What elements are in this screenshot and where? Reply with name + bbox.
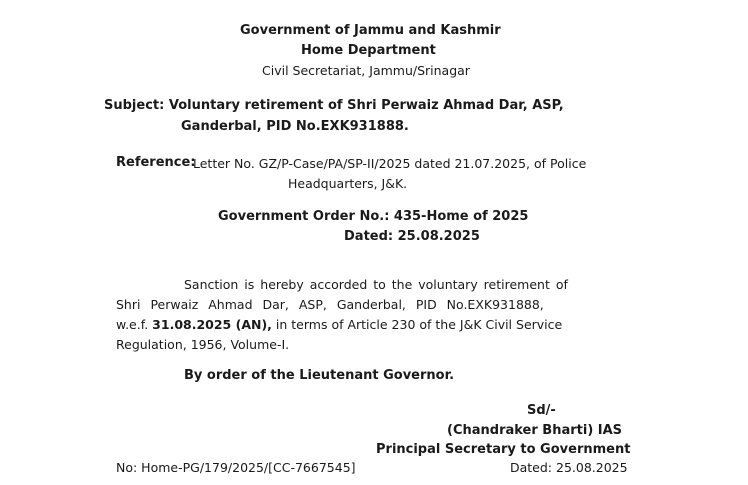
- footer-date: Dated: 25.08.2025: [510, 460, 628, 475]
- body-line-4: Regulation, 1956, Volume-I.: [116, 337, 290, 352]
- retirement-date: 31.08.2025 (AN),: [152, 317, 272, 332]
- order-date: Dated: 25.08.2025: [344, 229, 480, 244]
- reference-label: Reference:: [116, 155, 196, 170]
- subject-line: [104, 98, 564, 113]
- body-line-3: [116, 317, 562, 332]
- reference-text: Letter No. GZ/P-Case/PA/SP-II/2025 dated 21.07.2025, of Police: [193, 156, 587, 171]
- department-name: Home Department: [301, 43, 436, 58]
- subject-label: Subject:: [104, 98, 165, 113]
- subject-continuation: Ganderbal, PID No.EXK931888.: [181, 119, 409, 134]
- body-line-2: Shri Perwaiz Ahmad Dar, ASP, Ganderbal, PID No.EXK931888,: [116, 297, 544, 312]
- reference-continuation: Headquarters, J&K.: [288, 176, 408, 191]
- order-number: Government Order No.: 435-Home of 2025: [218, 209, 529, 224]
- by-order-line: By order of the Lieutenant Governor.: [184, 368, 455, 383]
- government-name: Government of Jammu and Kashmir: [240, 23, 501, 38]
- signature-sd: Sd/-: [527, 403, 556, 418]
- secretariat-address: Civil Secretariat, Jammu/Srinagar: [262, 63, 470, 78]
- body-article: in terms of Article 230 of the J&K Civil Service: [275, 317, 563, 332]
- signer-name: (Chandraker Bharti) IAS: [447, 423, 623, 438]
- signer-title: Principal Secretary to Government: [376, 442, 631, 457]
- body-line-1: Sanction is hereby accorded to the voluntary retirement of: [184, 277, 568, 292]
- subject-text: Voluntary retirement of Shri Perwaiz Ahmad Dar, ASP,: [168, 98, 564, 113]
- document-reference-number: No: Home-PG/179/2025/[CC-7667545]: [116, 460, 356, 475]
- body-wef: w.e.f.: [116, 317, 149, 332]
